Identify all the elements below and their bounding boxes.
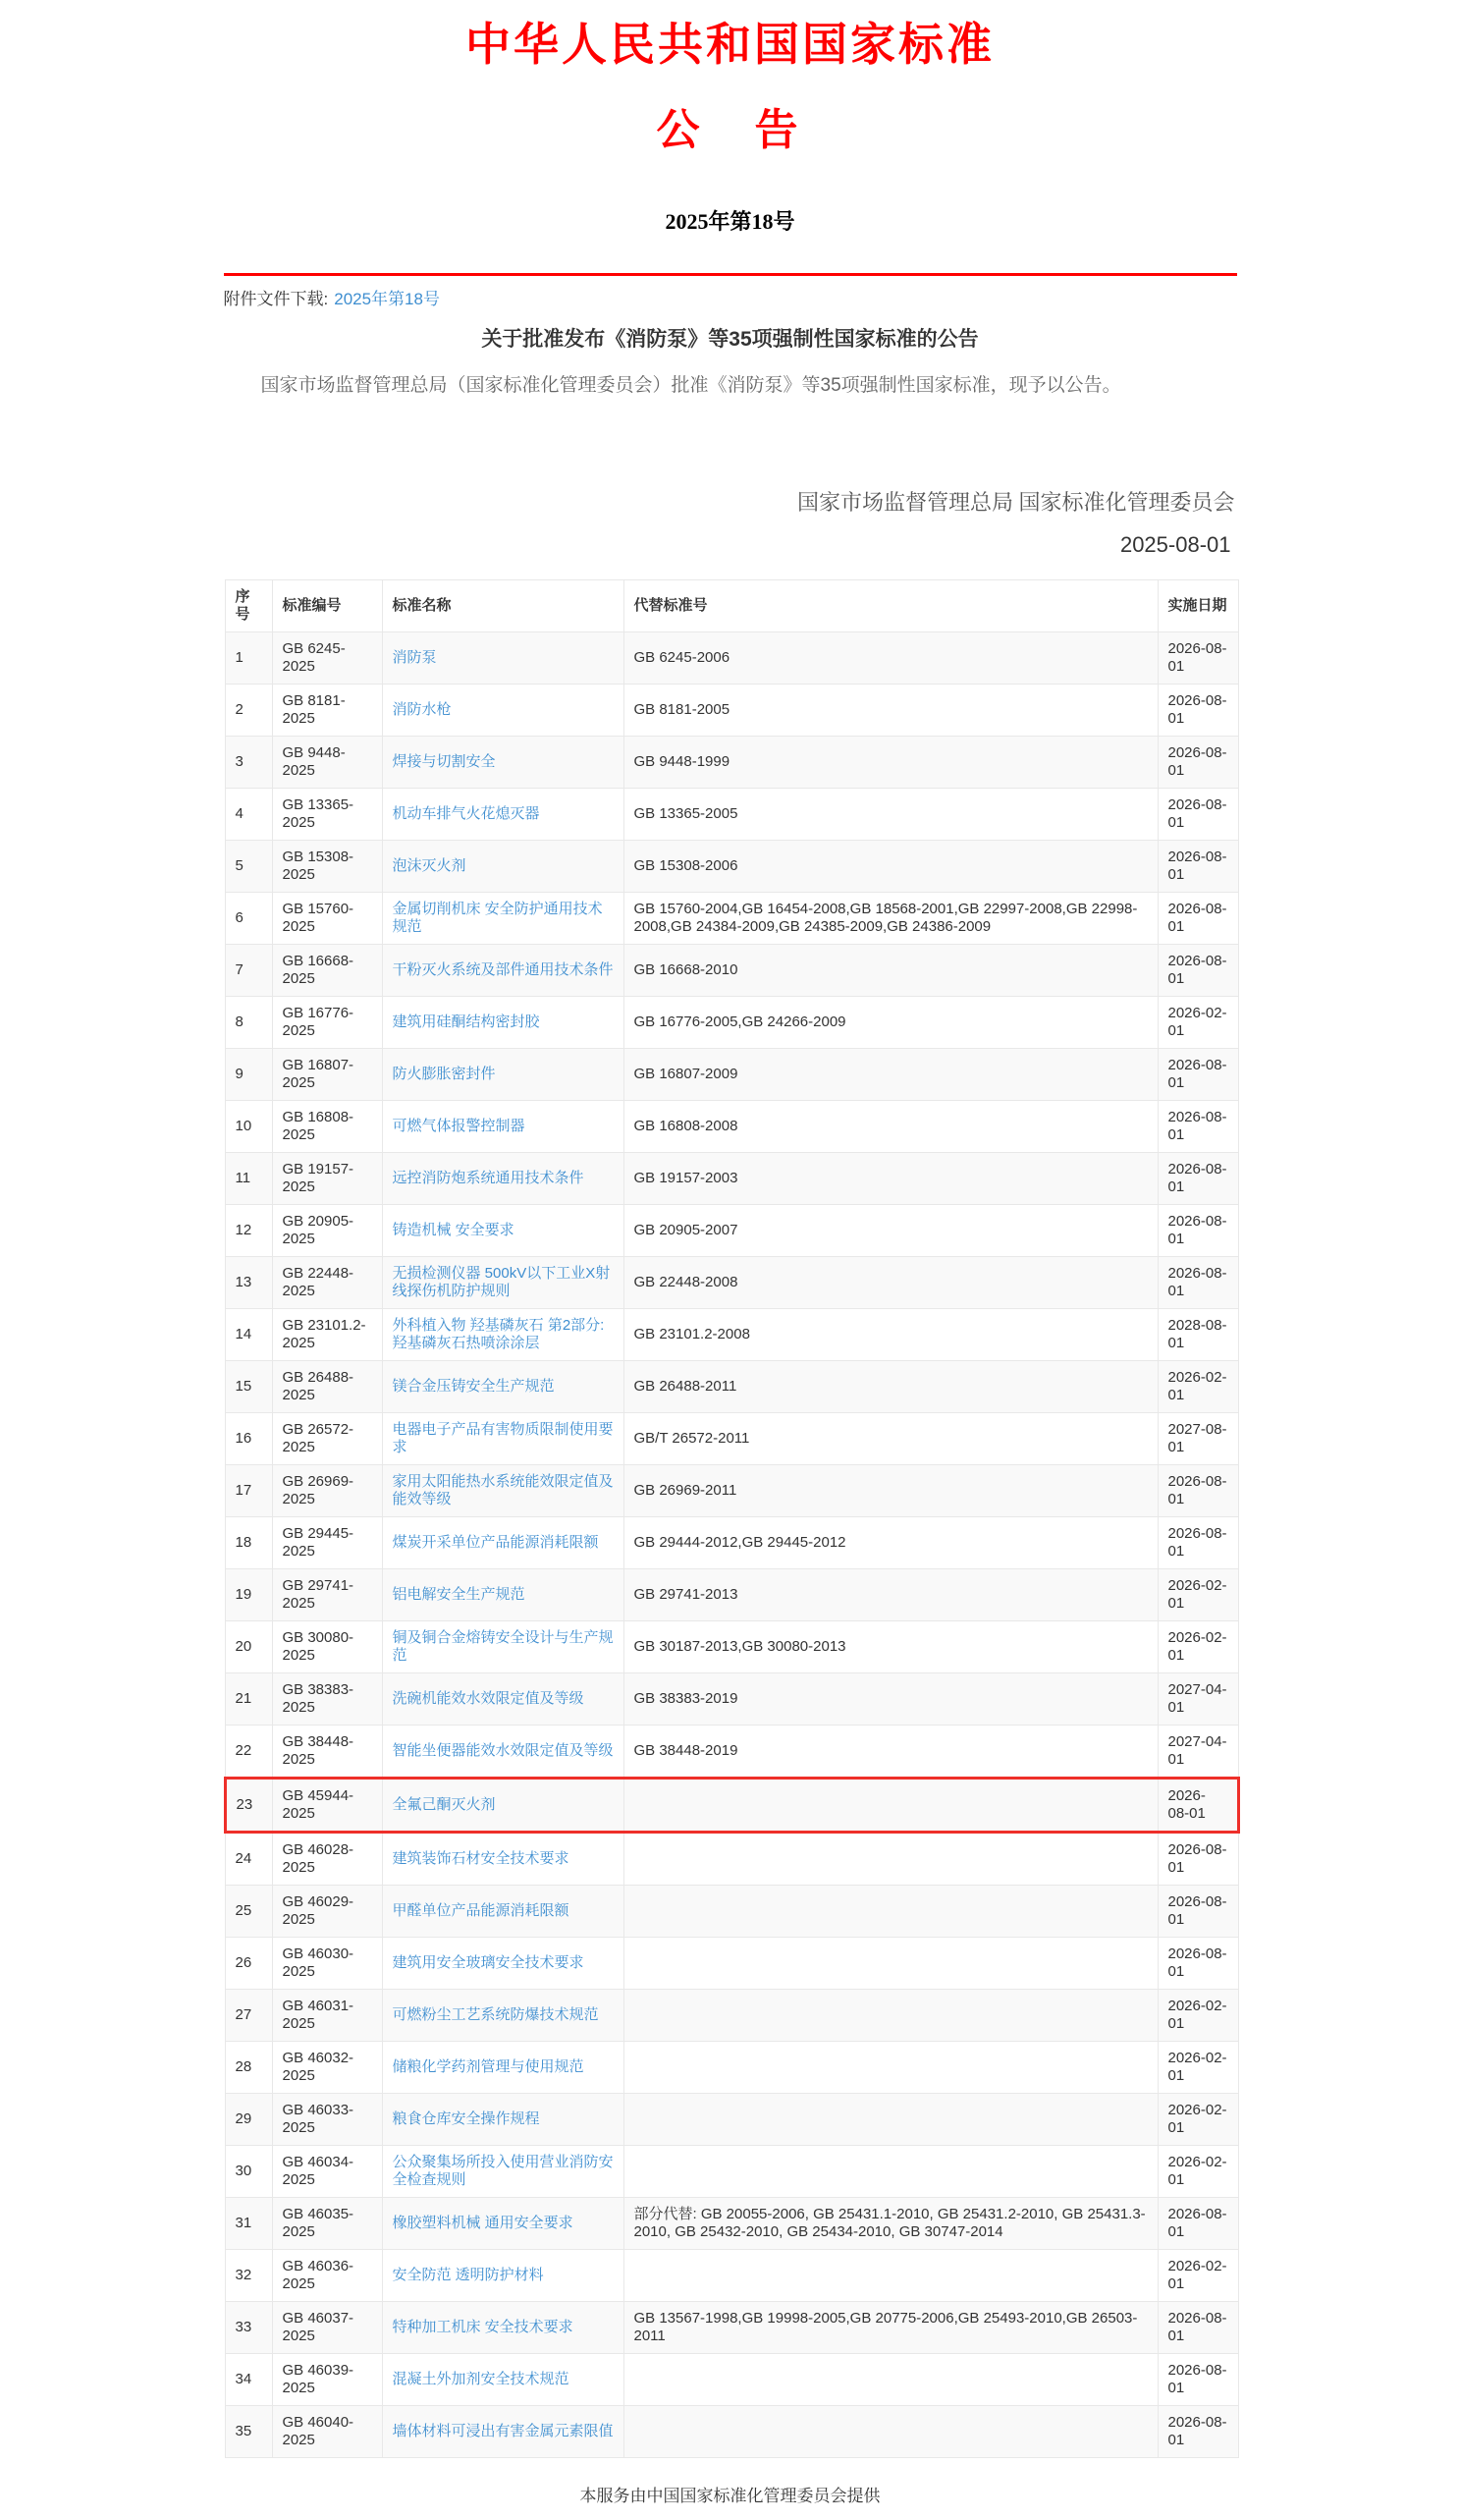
standard-name-link[interactable]: 储粮化学药剂管理与使用规范 <box>392 2057 584 2075</box>
table-row <box>225 1725 1238 1778</box>
implementation-date-cell: 2026-08-01 <box>1158 892 1238 944</box>
standard-code-cell: GB 46039-2025 <box>272 2353 382 2405</box>
replaced-standards-cell: GB 15760-2004,GB 16454-2008,GB 18568-2001,GB 22997-2008,GB 22998-2008,GB 24384-2009,GB 24385-2009,GB 24386-2009 <box>623 892 1158 944</box>
replaced-standards-cell: GB 16807-2009 <box>623 1048 1158 1100</box>
implementation-date-cell: 2026-02-01 <box>1158 2249 1238 2301</box>
replaced-standards-cell: GB 38383-2019 <box>623 1672 1158 1725</box>
implementation-date-cell: 2026-08-01 <box>1158 1832 1238 1885</box>
standard-name-cell <box>382 1464 623 1516</box>
row-index-cell: 32 <box>225 2249 272 2301</box>
row-index-cell: 20 <box>225 1620 272 1672</box>
replaced-standards-cell <box>623 1832 1158 1885</box>
table-row <box>225 1620 1238 1672</box>
table-row <box>225 1256 1238 1308</box>
row-index-cell: 8 <box>225 996 272 1048</box>
row-index-cell: 2 <box>225 684 272 736</box>
replaced-standards-cell: GB/T 26572-2011 <box>623 1412 1158 1464</box>
standard-name-link[interactable]: 消防水枪 <box>392 700 452 718</box>
replaced-standards-cell: 部分代替: GB 20055-2006, GB 25431.1-2010, GB 25431.2-2010, GB 25431.3-2010, GB 25432-2010, GB 25434-2010, GB 30747-2014 <box>623 2197 1158 2249</box>
standard-code-cell: GB 16808-2025 <box>272 1100 382 1152</box>
standard-code-cell: GB 46032-2025 <box>272 2041 382 2093</box>
standard-name-cell <box>382 2093 623 2145</box>
implementation-date-cell: 2026-08-01 <box>1158 1204 1238 1256</box>
table-row <box>225 1989 1238 2041</box>
row-index-cell: 28 <box>225 2041 272 2093</box>
implementation-date-cell: 2026-02-01 <box>1158 1568 1238 1620</box>
standard-name-link[interactable]: 泡沫灭火剂 <box>392 856 466 874</box>
standard-name-link[interactable]: 建筑用安全玻璃安全技术要求 <box>392 1953 584 1971</box>
standard-code-cell: GB 26572-2025 <box>272 1412 382 1464</box>
standard-name-link[interactable]: 金属切削机床 安全防护通用技术规范 <box>392 900 603 935</box>
table-row <box>225 2197 1238 2249</box>
table-row <box>225 2405 1238 2457</box>
row-index-cell: 23 <box>225 1778 272 1832</box>
table-row <box>225 1937 1238 1989</box>
standard-name-link[interactable]: 镁合金压铸安全生产规范 <box>392 1377 555 1395</box>
replaced-standards-cell <box>623 2145 1158 2197</box>
table-row <box>225 1516 1238 1568</box>
standard-code-cell: GB 46030-2025 <box>272 1937 382 1989</box>
implementation-date-cell: 2026-08-01 <box>1158 788 1238 840</box>
table-row <box>225 2041 1238 2093</box>
standard-name-link[interactable]: 橡胶塑料机械 通用安全要求 <box>392 2214 573 2231</box>
standard-name-link[interactable]: 建筑装饰石材安全技术要求 <box>392 1849 569 1867</box>
standard-name-cell <box>382 1516 623 1568</box>
row-index-cell: 12 <box>225 1204 272 1256</box>
replaced-standards-cell: GB 16668-2010 <box>623 944 1158 996</box>
standard-code-cell: GB 46029-2025 <box>272 1885 382 1937</box>
row-index-cell: 17 <box>225 1464 272 1516</box>
replaced-standards-cell: GB 26488-2011 <box>623 1360 1158 1412</box>
standard-code-cell: GB 38383-2025 <box>272 1672 382 1725</box>
standard-name-link[interactable]: 甲醛单位产品能源消耗限额 <box>392 1901 569 1919</box>
row-index-cell: 33 <box>225 2301 272 2353</box>
row-index-cell: 13 <box>225 1256 272 1308</box>
row-index-cell: 10 <box>225 1100 272 1152</box>
table-row <box>225 2093 1238 2145</box>
row-index-cell: 14 <box>225 1308 272 1360</box>
standard-name-cell <box>382 1100 623 1152</box>
table-row <box>225 1464 1238 1516</box>
standard-code-cell: GB 9448-2025 <box>272 736 382 788</box>
standard-name-link[interactable]: 焊接与切割安全 <box>392 752 496 770</box>
standard-code-cell: GB 23101.2-2025 <box>272 1308 382 1360</box>
table-row <box>225 1672 1238 1725</box>
row-index-cell: 26 <box>225 1937 272 1989</box>
standard-name-cell <box>382 1937 623 1989</box>
standard-name-cell <box>382 1412 623 1464</box>
implementation-date-cell: 2026-02-01 <box>1158 2041 1238 2093</box>
standard-code-cell: GB 46035-2025 <box>272 2197 382 2249</box>
standard-name-cell <box>382 944 623 996</box>
standard-name-cell <box>382 1672 623 1725</box>
table-row <box>225 996 1238 1048</box>
announcement-title: 关于批准发布《消防泵》等35项强制性国家标准的公告 <box>481 328 979 352</box>
implementation-date-cell: 2026-08-01 <box>1158 1048 1238 1100</box>
standard-code-cell: GB 46034-2025 <box>272 2145 382 2197</box>
replaced-standards-cell <box>623 1885 1158 1937</box>
table-row <box>225 1100 1238 1152</box>
implementation-date-cell: 2026-08-01 <box>1158 2301 1238 2353</box>
standard-name-cell <box>382 1620 623 1672</box>
table-row <box>225 2145 1238 2197</box>
standard-name-link[interactable]: 智能坐便器能效水效限定值及等级 <box>392 1741 614 1759</box>
row-index-cell: 4 <box>225 788 272 840</box>
standard-name-link[interactable]: 安全防范 透明防护材料 <box>392 2266 544 2283</box>
standard-name-link[interactable]: 洗碗机能效水效限定值及等级 <box>392 1689 584 1707</box>
replaced-standards-cell: GB 26969-2011 <box>623 1464 1158 1516</box>
row-index-cell: 19 <box>225 1568 272 1620</box>
replaced-standards-cell: GB 19157-2003 <box>623 1152 1158 1204</box>
standard-name-link[interactable]: 混凝土外加剂安全技术规范 <box>392 2370 569 2387</box>
implementation-date-cell: 2026-08-01 <box>1158 1152 1238 1204</box>
standard-code-cell: GB 16807-2025 <box>272 1048 382 1100</box>
table-row <box>225 1412 1238 1464</box>
row-index-cell: 11 <box>225 1152 272 1204</box>
standard-name-link[interactable]: 家用太阳能热水系统能效限定值及能效等级 <box>392 1472 614 1507</box>
standard-name-link[interactable]: 铜及铜合金熔铸安全设计与生产规范 <box>392 1628 614 1664</box>
standard-name-link[interactable]: 建筑用硅酮结构密封胶 <box>392 1013 540 1030</box>
standard-code-cell: GB 29445-2025 <box>272 1516 382 1568</box>
standard-name-cell <box>382 1256 623 1308</box>
implementation-date-cell: 2026-08-01 <box>1158 736 1238 788</box>
standard-code-cell: GB 8181-2025 <box>272 684 382 736</box>
standard-name-link[interactable]: 全氟己酮灭火剂 <box>392 1795 496 1813</box>
row-index-cell: 1 <box>225 631 272 684</box>
implementation-date-cell: 2027-04-01 <box>1158 1725 1238 1778</box>
table-row <box>225 1152 1238 1204</box>
replaced-standards-cell: GB 13365-2005 <box>623 788 1158 840</box>
table-row <box>225 892 1238 944</box>
standard-name-link[interactable]: 无损检测仪器 500kV以下工业X射线探伤机防护规则 <box>392 1264 611 1299</box>
standard-name-link[interactable]: 煤炭开采单位产品能源消耗限额 <box>392 1533 599 1551</box>
standard-name-link[interactable]: 远控消防炮系统通用技术条件 <box>392 1169 584 1186</box>
standard-code-cell: GB 13365-2025 <box>272 788 382 840</box>
implementation-date-cell: 2026-08-01 <box>1158 1516 1238 1568</box>
standard-name-cell <box>382 1885 623 1937</box>
page-subtitle: 公 告 <box>656 105 804 154</box>
row-index-cell: 34 <box>225 2353 272 2405</box>
standard-name-link[interactable]: 墙体材料可浸出有害金属元素限值 <box>392 2422 614 2439</box>
standard-code-cell: GB 15760-2025 <box>272 892 382 944</box>
header-cell-standard-name: 标准名称 <box>382 579 623 631</box>
attachment-download-link[interactable]: 2025年第18号 <box>334 290 440 309</box>
header-cell-replaced-codes: 代替标准号 <box>623 579 1158 631</box>
red-divider <box>224 273 1237 276</box>
implementation-date-cell: 2026-08-01 <box>1158 2405 1238 2457</box>
standard-name-link[interactable]: 干粉灭火系统及部件通用技术条件 <box>392 960 614 978</box>
standard-name-cell <box>382 2197 623 2249</box>
implementation-date-cell: 2026-08-01 <box>1158 684 1238 736</box>
row-index-cell: 15 <box>225 1360 272 1412</box>
attachment-label: 附件文件下载: <box>223 290 329 309</box>
replaced-standards-cell: GB 16776-2005,GB 24266-2009 <box>623 996 1158 1048</box>
standard-name-cell <box>382 1568 623 1620</box>
implementation-date-cell: 2026-08-01 <box>1158 1464 1238 1516</box>
page-title: 中华人民共和国国家标准 <box>465 20 995 70</box>
table-row <box>225 840 1238 892</box>
table-row <box>225 944 1238 996</box>
replaced-standards-cell: GB 20905-2007 <box>623 1204 1158 1256</box>
standard-name-cell <box>382 788 623 840</box>
standard-code-cell: GB 6245-2025 <box>272 631 382 684</box>
standard-name-cell <box>382 1152 623 1204</box>
row-index-cell: 29 <box>225 2093 272 2145</box>
row-index-cell: 5 <box>225 840 272 892</box>
replaced-standards-cell <box>623 2353 1158 2405</box>
implementation-date-cell: 2027-08-01 <box>1158 1412 1238 1464</box>
standard-code-cell: GB 46036-2025 <box>272 2249 382 2301</box>
table-row <box>225 736 1238 788</box>
row-index-cell: 21 <box>225 1672 272 1725</box>
row-index-cell: 3 <box>225 736 272 788</box>
row-index-cell: 30 <box>225 2145 272 2197</box>
table-row <box>225 631 1238 684</box>
table-header-row <box>225 579 1238 631</box>
standard-name-cell <box>382 2249 623 2301</box>
row-index-cell: 27 <box>225 1989 272 2041</box>
standard-code-cell: GB 15308-2025 <box>272 840 382 892</box>
implementation-date-cell: 2026-08-01 <box>1158 1100 1238 1152</box>
row-index-cell: 9 <box>225 1048 272 1100</box>
implementation-date-cell: 2026-02-01 <box>1158 1620 1238 1672</box>
implementation-date-cell: 2026-02-01 <box>1158 2145 1238 2197</box>
replaced-standards-cell: GB 30187-2013,GB 30080-2013 <box>623 1620 1158 1672</box>
table-row <box>225 1204 1238 1256</box>
row-index-cell: 16 <box>225 1412 272 1464</box>
standard-name-cell <box>382 892 623 944</box>
replaced-standards-cell: GB 8181-2005 <box>623 684 1158 736</box>
issuer-signature: 国家市场监督管理总局 国家标准化管理委员会 <box>796 489 1235 515</box>
implementation-date-cell: 2026-02-01 <box>1158 1989 1238 2041</box>
standards-table <box>224 579 1240 2458</box>
replaced-standards-cell <box>623 2093 1158 2145</box>
replaced-standards-cell: GB 23101.2-2008 <box>623 1308 1158 1360</box>
standard-name-cell <box>382 1048 623 1100</box>
implementation-date-cell: 2026-08-01 <box>1158 1256 1238 1308</box>
standard-name-link[interactable]: 可燃气体报警控制器 <box>392 1117 525 1134</box>
implementation-date-cell: 2026-08-01 <box>1158 1885 1238 1937</box>
implementation-date-cell: 2028-08-01 <box>1158 1308 1238 1360</box>
standard-name-cell <box>382 1360 623 1412</box>
standard-name-link[interactable]: 公众聚集场所投入使用营业消防安全检查规则 <box>392 2153 614 2188</box>
standard-name-cell <box>382 684 623 736</box>
implementation-date-cell: 2026-08-01 <box>1158 1778 1238 1832</box>
table-row <box>225 1832 1238 1885</box>
standard-name-cell <box>382 1725 623 1778</box>
standard-name-link[interactable]: 粮食仓库安全操作规程 <box>392 2109 540 2127</box>
implementation-date-cell: 2026-08-01 <box>1158 944 1238 996</box>
standard-name-cell <box>382 631 623 684</box>
table-row <box>225 2353 1238 2405</box>
table-row <box>225 684 1238 736</box>
standard-code-cell: GB 26488-2025 <box>272 1360 382 1412</box>
header-cell-index: 序号 <box>225 579 272 631</box>
standard-code-cell: GB 16776-2025 <box>272 996 382 1048</box>
implementation-date-cell: 2026-02-01 <box>1158 996 1238 1048</box>
standard-code-cell: GB 46033-2025 <box>272 2093 382 2145</box>
row-index-cell: 6 <box>225 892 272 944</box>
row-index-cell: 35 <box>225 2405 272 2457</box>
replaced-standards-cell: GB 29741-2013 <box>623 1568 1158 1620</box>
row-index-cell: 22 <box>225 1725 272 1778</box>
standard-name-cell <box>382 1778 623 1832</box>
standard-name-cell <box>382 996 623 1048</box>
implementation-date-cell: 2026-08-01 <box>1158 1937 1238 1989</box>
row-index-cell: 25 <box>225 1885 272 1937</box>
replaced-standards-cell: GB 15308-2006 <box>623 840 1158 892</box>
announcement-page <box>224 0 1237 2520</box>
standard-name-link[interactable]: 特种加工机床 安全技术要求 <box>392 2318 573 2335</box>
issue-number: 2025年第18号 <box>665 209 795 235</box>
standard-name-cell <box>382 2301 623 2353</box>
implementation-date-cell: 2026-08-01 <box>1158 631 1238 684</box>
standard-code-cell: GB 38448-2025 <box>272 1725 382 1778</box>
table-row <box>225 2301 1238 2353</box>
replaced-standards-cell <box>623 2249 1158 2301</box>
standard-code-cell: GB 46040-2025 <box>272 2405 382 2457</box>
standard-code-cell: GB 16668-2025 <box>272 944 382 996</box>
standard-code-cell: GB 26969-2025 <box>272 1464 382 1516</box>
standard-name-link[interactable]: 铝电解安全生产规范 <box>392 1585 525 1603</box>
standards-table-body <box>225 631 1238 2457</box>
standard-name-cell <box>382 2041 623 2093</box>
standard-name-link[interactable]: 铸造机械 安全要求 <box>392 1221 514 1238</box>
publish-date: 2025-08-01 <box>1119 531 1231 557</box>
implementation-date-cell: 2026-08-01 <box>1158 2197 1238 2249</box>
standard-name-cell <box>382 736 623 788</box>
row-index-cell: 31 <box>225 2197 272 2249</box>
standard-name-link[interactable]: 机动车排气火花熄灭器 <box>392 804 540 822</box>
standard-code-cell: GB 46031-2025 <box>272 1989 382 2041</box>
replaced-standards-cell <box>623 1989 1158 2041</box>
table-row <box>225 1568 1238 1620</box>
replaced-standards-cell <box>623 1778 1158 1832</box>
table-row <box>225 2249 1238 2301</box>
replaced-standards-cell: GB 29444-2012,GB 29445-2012 <box>623 1516 1158 1568</box>
table-row-highlighted <box>225 1778 1238 1832</box>
standard-name-cell <box>382 2353 623 2405</box>
replaced-standards-cell <box>623 1937 1158 1989</box>
standard-name-cell <box>382 2145 623 2197</box>
implementation-date-cell: 2026-08-01 <box>1158 2353 1238 2405</box>
standard-code-cell: GB 46028-2025 <box>272 1832 382 1885</box>
replaced-standards-cell: GB 16808-2008 <box>623 1100 1158 1152</box>
standard-name-cell <box>382 2405 623 2457</box>
row-index-cell: 24 <box>225 1832 272 1885</box>
replaced-standards-cell: GB 38448-2019 <box>623 1725 1158 1778</box>
table-row <box>225 1360 1238 1412</box>
standard-code-cell: GB 30080-2025 <box>272 1620 382 1672</box>
implementation-date-cell: 2026-02-01 <box>1158 2093 1238 2145</box>
standard-name-cell <box>382 1308 623 1360</box>
row-index-cell: 18 <box>225 1516 272 1568</box>
replaced-standards-cell: GB 13567-1998,GB 19998-2005,GB 20775-2006,GB 25493-2010,GB 26503-2011 <box>623 2301 1158 2353</box>
replaced-standards-cell <box>623 2041 1158 2093</box>
standard-code-cell: GB 19157-2025 <box>272 1152 382 1204</box>
replaced-standards-cell: GB 9448-1999 <box>623 736 1158 788</box>
implementation-date-cell: 2027-04-01 <box>1158 1672 1238 1725</box>
standard-name-link[interactable]: 电器电子产品有害物质限制使用要求 <box>392 1420 614 1455</box>
replaced-standards-cell: GB 6245-2006 <box>623 631 1158 684</box>
table-row <box>225 1048 1238 1100</box>
standard-code-cell: GB 20905-2025 <box>272 1204 382 1256</box>
header-cell-impl-date: 实施日期 <box>1158 579 1238 631</box>
footer-note: 本服务由中国国家标准化管理委员会提供 <box>579 2486 881 2505</box>
standard-name-cell <box>382 1989 623 2041</box>
standard-name-cell <box>382 1204 623 1256</box>
standard-name-link[interactable]: 消防泵 <box>392 648 437 666</box>
table-row <box>225 1885 1238 1937</box>
implementation-date-cell: 2026-02-01 <box>1158 1360 1238 1412</box>
standard-name-link[interactable]: 防火膨胀密封件 <box>392 1065 496 1082</box>
standard-code-cell: GB 22448-2025 <box>272 1256 382 1308</box>
row-index-cell: 7 <box>225 944 272 996</box>
standard-code-cell: GB 29741-2025 <box>272 1568 382 1620</box>
announcement-body: 国家市场监督管理总局（国家标准化管理委员会）批准《消防泵》等35项强制性国家标准，现予以公告。 <box>260 375 1121 397</box>
table-row <box>225 788 1238 840</box>
standard-code-cell: GB 45944-2025 <box>272 1778 382 1832</box>
header-cell-standard-code: 标准编号 <box>272 579 382 631</box>
standard-code-cell: GB 46037-2025 <box>272 2301 382 2353</box>
replaced-standards-cell: GB 22448-2008 <box>623 1256 1158 1308</box>
table-row <box>225 1308 1238 1360</box>
standard-name-cell <box>382 840 623 892</box>
replaced-standards-cell <box>623 2405 1158 2457</box>
standard-name-cell <box>382 1832 623 1885</box>
standard-name-link[interactable]: 外科植入物 羟基磷灰石 第2部分: 羟基磷灰石热喷涂涂层 <box>392 1316 605 1351</box>
implementation-date-cell: 2026-08-01 <box>1158 840 1238 892</box>
attachment-download-row <box>224 285 1237 309</box>
standard-name-link[interactable]: 可燃粉尘工艺系统防爆技术规范 <box>392 2005 599 2023</box>
